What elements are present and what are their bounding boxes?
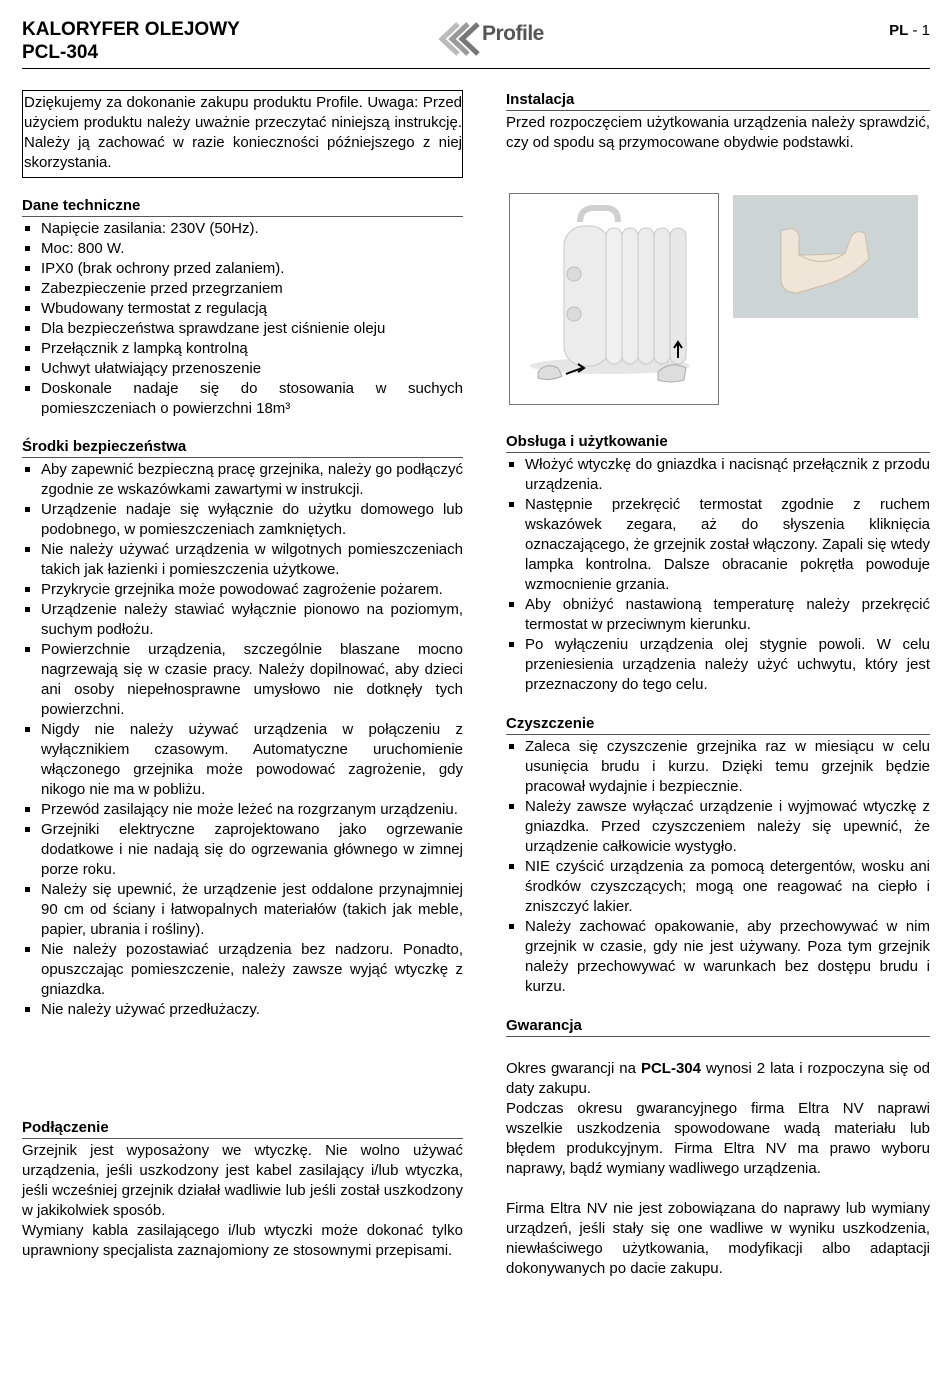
intro-text: Dziękujemy za dokonanie zakupu produktu Profile. Uwaga: Przed użyciem produktu należy uważnie przeczytać niniejszą instrukcję. Należy ją zachować w razie konieczności późniejszego z niej skorzystania. (24, 94, 462, 171)
list-item: Zabezpieczenie przed przegrzaniem (22, 279, 463, 299)
profile-logo (438, 18, 553, 58)
intro-box (22, 90, 463, 178)
specs-list (22, 219, 463, 419)
cleaning-list (506, 737, 930, 997)
connection-paragraph: Wymiany kabla zasilającego i/lub wtyczki może dokonać tylko uprawniony specjalista zaznajomiony ze stosownymi przepisami. (22, 1222, 463, 1259)
list-item: Przełącznik z lampką kontrolną (22, 339, 463, 359)
warranty-section (506, 1016, 930, 1279)
list-item: Nie należy używać urządzenia w wilgotnych pomieszczeniach takich jak łazienki i pomieszczenia użytkowe. (22, 540, 463, 580)
list-item: Przewód zasilający nie może leżeć na rozgrzanym urządzeniu. (22, 800, 463, 820)
warranty-paragraph (506, 1059, 930, 1099)
list-item: Następnie przekręcić termostat zgodnie z ruchem wskazówek zegara, aż do słyszenia kliknięcia oznaczającego, że grzejnik został włączony. Zapali się wtedy lampka kontrolna. Dalsze obracanie pokrętła powoduje wzmocnienie grzania. (506, 495, 930, 595)
warranty-paragraph: Firma Eltra NV nie jest zobowiązana do naprawy lub wymiany urządzeń, jeśli stały się one wadliwe w wyniku uszkodzenia, niewłaściwego użytkowania, modyfikacji albo adaptacji dokonywanych po dacie zakupu. (506, 1200, 930, 1277)
logo-text: Profile (482, 22, 544, 45)
list-item: Aby obniżyć nastawioną temperaturę należy przekręcić termostat w przeciwnym kierunku. (506, 595, 930, 635)
warranty-model: PCL-304 (640, 1060, 701, 1077)
page-header (22, 18, 930, 69)
warranty-paragraph: Podczas okresu gwarancyjnego firma Eltra NV naprawi wszelkie uszkodzenia spowodowane wadą materiału lub błędem produkcyjnym. Firma Eltra NV ma prawo wyboru naprawy, bądź wymiany wadliwego urządzenia. (506, 1100, 930, 1177)
warranty-text: Okres gwarancji na (506, 1060, 641, 1077)
cleaning-section (506, 714, 930, 997)
list-item: Zaleca się czyszczenie grzejnika raz w miesiącu w celu usunięcia brudu i kurzu. Dzięki temu grzejnik będzie pracował wydajnie i bezpiecznie. (506, 737, 930, 797)
list-item: Nie należy używać przedłużaczy. (22, 1000, 463, 1020)
title-line-1: KALORYFER OLEJOWY (22, 19, 240, 40)
list-item: Należy zachować opakowanie, aby przechowywać w nim grzejnik w czasie, gdy nie jest używany. Poza tym grzejnik należy przechowywać w warunkach bez dostępu brudu i kurzu. (506, 917, 930, 997)
specs-section (22, 196, 463, 419)
operation-section (506, 432, 930, 695)
safety-section (22, 437, 463, 1020)
cleaning-heading: Czyszczenie (506, 714, 930, 735)
operation-heading: Obsługa i użytkowanie (506, 432, 930, 453)
list-item: Nigdy nie należy używać urządzenia w połączeniu z wyłącznikiem czasowym. Automatyczne uruchomienie włączonego grzejnika może powodować zagrożenie, gdy nikogo nie ma w pobliżu. (22, 720, 463, 800)
page-number (889, 22, 930, 39)
safety-heading: Środki bezpieczeństwa (22, 437, 463, 458)
list-item: Urządzenie nadaje się wyłącznie do użytku domowego lub podobnego, w pomieszczeniach zamkniętych. (22, 500, 463, 540)
installation-heading: Instalacja (506, 90, 930, 111)
list-item: Napięcie zasilania: 230V (50Hz). (22, 219, 463, 239)
list-item: Włożyć wtyczkę do gniazdka i nacisnąć przełącznik z przodu urządzenia. (506, 455, 930, 495)
connection-section (22, 1118, 463, 1261)
stand-photo (733, 195, 918, 318)
list-item: Dla bezpieczeństwa sprawdzane jest ciśnienie oleju (22, 319, 463, 339)
oil-heater-image (510, 194, 718, 404)
heater-photo (509, 193, 719, 405)
page-lang: PL (889, 22, 909, 39)
specs-heading: Dane techniczne (22, 196, 463, 217)
connection-heading: Podłączenie (22, 1118, 463, 1139)
warranty-text: wynosi 2 lata i rozpoczyna się od daty zakupu. (506, 1060, 930, 1097)
list-item: Należy się upewnić, że urządzenie jest oddalone przynajmniej 90 cm od ściany i łatwopalnych materiałów (takich jak meble, papier, ubrania i rośliny). (22, 880, 463, 940)
list-item: Należy zawsze wyłączać urządzenie i wyjmować wtyczkę z gniazdka. Przed czyszczeniem należy się upewnić, że urządzenie całkowicie wystygło. (506, 797, 930, 857)
logo-chevrons-icon (438, 22, 484, 56)
title-line-2: PCL-304 (22, 42, 99, 63)
list-item: Moc: 800 W. (22, 239, 463, 259)
list-item: Doskonale nadaje się do stosowania w suchych pomieszczeniach o powierzchni 18m³ (22, 379, 463, 419)
list-item: Po wyłączeniu urządzenia olej stygnie powoli. W celu przeniesienia urządzenia należy użyć uchwytu, który jest przeznaczony do tego celu. (506, 635, 930, 695)
safety-list (22, 460, 463, 1020)
page-index: - 1 (908, 22, 930, 39)
list-item: Aby zapewnić bezpieczną pracę grzejnika, należy go podłączyć zgodnie ze wskazówkami zawartymi w instrukcji. (22, 460, 463, 500)
list-item: Nie należy pozostawiać urządzenia bez nadzoru. Ponadto, opuszczając pomieszczenie, należy zawsze wyjąć wtyczkę z gniazdka. (22, 940, 463, 1000)
list-item: Przykrycie grzejnika może powodować zagrożenie pożarem. (22, 580, 463, 600)
document-title (22, 18, 240, 64)
heater-stand-image (733, 195, 918, 318)
list-item: NIE czyścić urządzenia za pomocą detergentów, wosku ani środków czyszczących; mogą one reagować na ciepło i zniszczyć lakier. (506, 857, 930, 917)
warranty-heading: Gwarancja (506, 1016, 930, 1037)
operation-list (506, 455, 930, 695)
connection-paragraph: Grzejnik jest wyposażony we wtyczkę. Nie wolno używać urządzenia, jeśli uszkodzony jest kabel zasilający i/lub wtyczka, jeśli wcześniej grzejnik działał wadliwie lub jeśli został uszkodzony w jakikolwiek sposób. (22, 1142, 463, 1219)
installation-section (506, 90, 930, 153)
list-item: Uchwyt ułatwiający przenoszenie (22, 359, 463, 379)
list-item: Powierzchnie urządzenia, szczególnie blaszane mocno nagrzewają się w czasie pracy. Należy dopilnować, aby dzieci ani osoby niepełnosprawne umysłowo nie dotknęły tych powierzchni. (22, 640, 463, 720)
list-item: IPX0 (brak ochrony przed zalaniem). (22, 259, 463, 279)
list-item: Grzejniki elektryczne zaprojektowano jako ogrzewanie dodatkowe i nie nadają się do ogrzewania głównego w zimnej porze roku. (22, 820, 463, 880)
installation-text: Przed rozpoczęciem użytkowania urządzenia należy sprawdzić, czy od spodu są przymocowane obydwie podstawki. (506, 114, 930, 151)
list-item: Urządzenie należy stawiać wyłącznie pionowo na poziomym, suchym podłożu. (22, 600, 463, 640)
list-item: Wbudowany termostat z regulacją (22, 299, 463, 319)
